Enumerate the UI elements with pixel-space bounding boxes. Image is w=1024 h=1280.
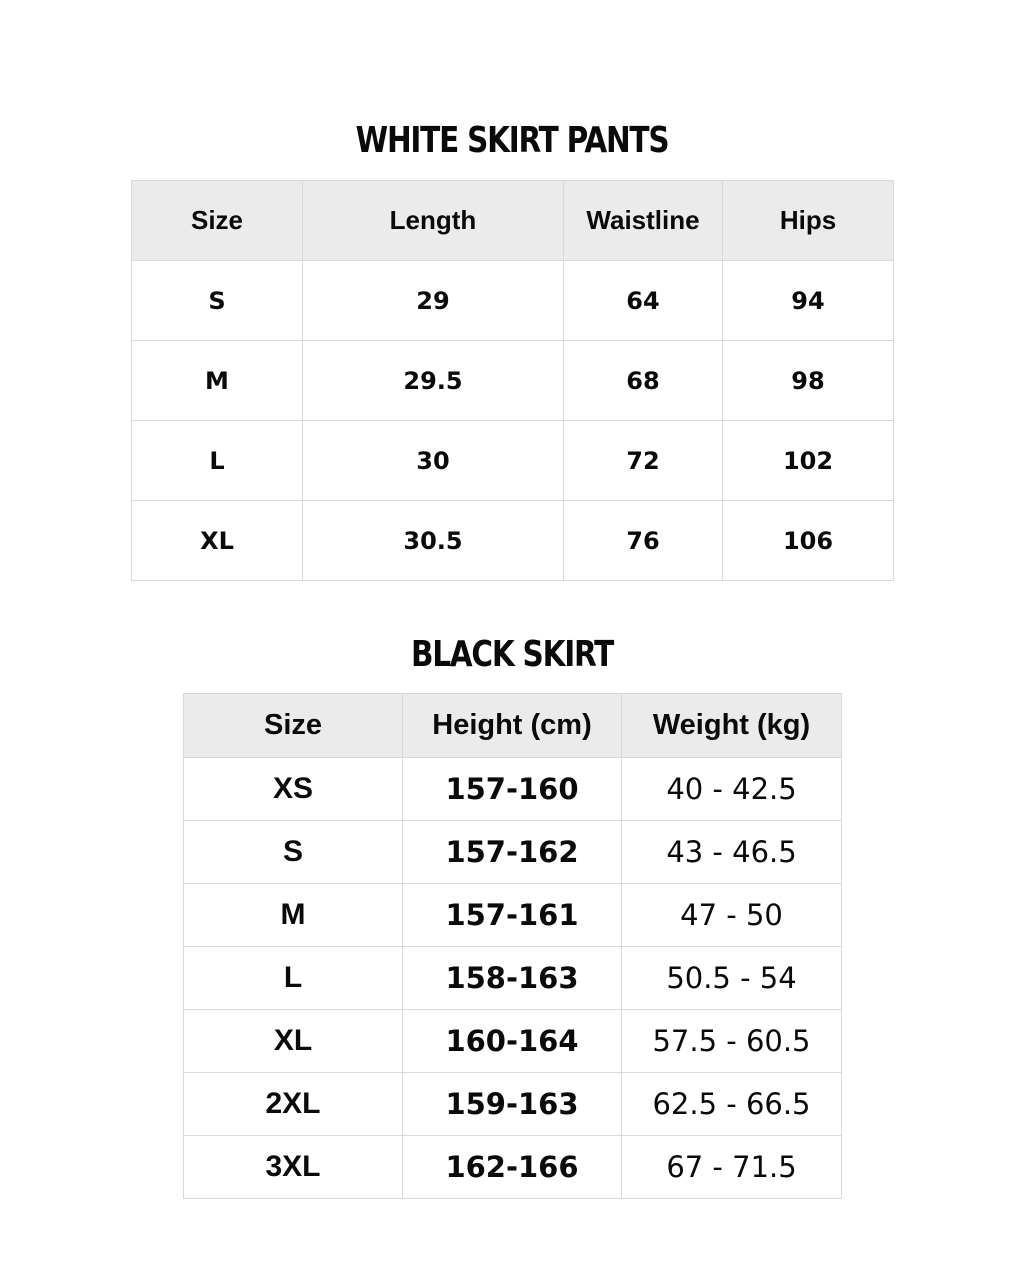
weight-cell: 47 - 50	[622, 884, 842, 947]
header-waistline: Waistline	[564, 181, 723, 261]
table-row	[184, 884, 842, 947]
hips-cell: 106	[723, 501, 894, 581]
weight-cell: 40 - 42.5	[622, 758, 842, 821]
table-row	[184, 758, 842, 821]
weight-cell: 62.5 - 66.5	[622, 1073, 842, 1136]
header-size: Size	[184, 694, 403, 758]
header-hips: Hips	[723, 181, 894, 261]
weight-cell: 43 - 46.5	[622, 821, 842, 884]
table-row	[184, 1010, 842, 1073]
white-skirt-pants-table	[131, 180, 894, 581]
waistline-cell: 68	[564, 341, 723, 421]
size-cell: M	[132, 341, 303, 421]
header-weight: Weight (kg)	[622, 694, 842, 758]
height-cell: 157-161	[403, 884, 622, 947]
table-row	[184, 1136, 842, 1199]
table-header-row	[132, 181, 894, 261]
header-size: Size	[132, 181, 303, 261]
table-row	[132, 261, 894, 341]
length-cell: 29	[303, 261, 564, 341]
white-skirt-pants-title: WHITE SKIRT PANTS	[355, 120, 669, 161]
length-cell: 30	[303, 421, 564, 501]
header-height: Height (cm)	[403, 694, 622, 758]
hips-cell: 94	[723, 261, 894, 341]
size-cell: XL	[132, 501, 303, 581]
size-cell: 2XL	[184, 1073, 403, 1136]
table-row	[184, 947, 842, 1010]
height-cell: 159-163	[403, 1073, 622, 1136]
size-cell: XS	[184, 758, 403, 821]
waistline-cell: 76	[564, 501, 723, 581]
size-cell: M	[184, 884, 403, 947]
black-skirt-title: BLACK SKIRT	[410, 634, 614, 675]
waistline-cell: 72	[564, 421, 723, 501]
table-row	[184, 821, 842, 884]
height-cell: 157-160	[403, 758, 622, 821]
height-cell: 162-166	[403, 1136, 622, 1199]
weight-cell: 67 - 71.5	[622, 1136, 842, 1199]
table-header-row	[184, 694, 842, 758]
height-cell: 157-162	[403, 821, 622, 884]
size-cell: 3XL	[184, 1136, 403, 1199]
size-cell: L	[132, 421, 303, 501]
hips-cell: 102	[723, 421, 894, 501]
size-cell: S	[184, 821, 403, 884]
weight-cell: 57.5 - 60.5	[622, 1010, 842, 1073]
table-row	[184, 1073, 842, 1136]
table-row	[132, 341, 894, 421]
size-cell: L	[184, 947, 403, 1010]
header-length: Length	[303, 181, 564, 261]
height-cell: 158-163	[403, 947, 622, 1010]
weight-cell: 50.5 - 54	[622, 947, 842, 1010]
length-cell: 29.5	[303, 341, 564, 421]
waistline-cell: 64	[564, 261, 723, 341]
length-cell: 30.5	[303, 501, 564, 581]
size-cell: XL	[184, 1010, 403, 1073]
size-cell: S	[132, 261, 303, 341]
hips-cell: 98	[723, 341, 894, 421]
table-row	[132, 421, 894, 501]
table-row	[132, 501, 894, 581]
black-skirt-table	[183, 693, 842, 1199]
height-cell: 160-164	[403, 1010, 622, 1073]
